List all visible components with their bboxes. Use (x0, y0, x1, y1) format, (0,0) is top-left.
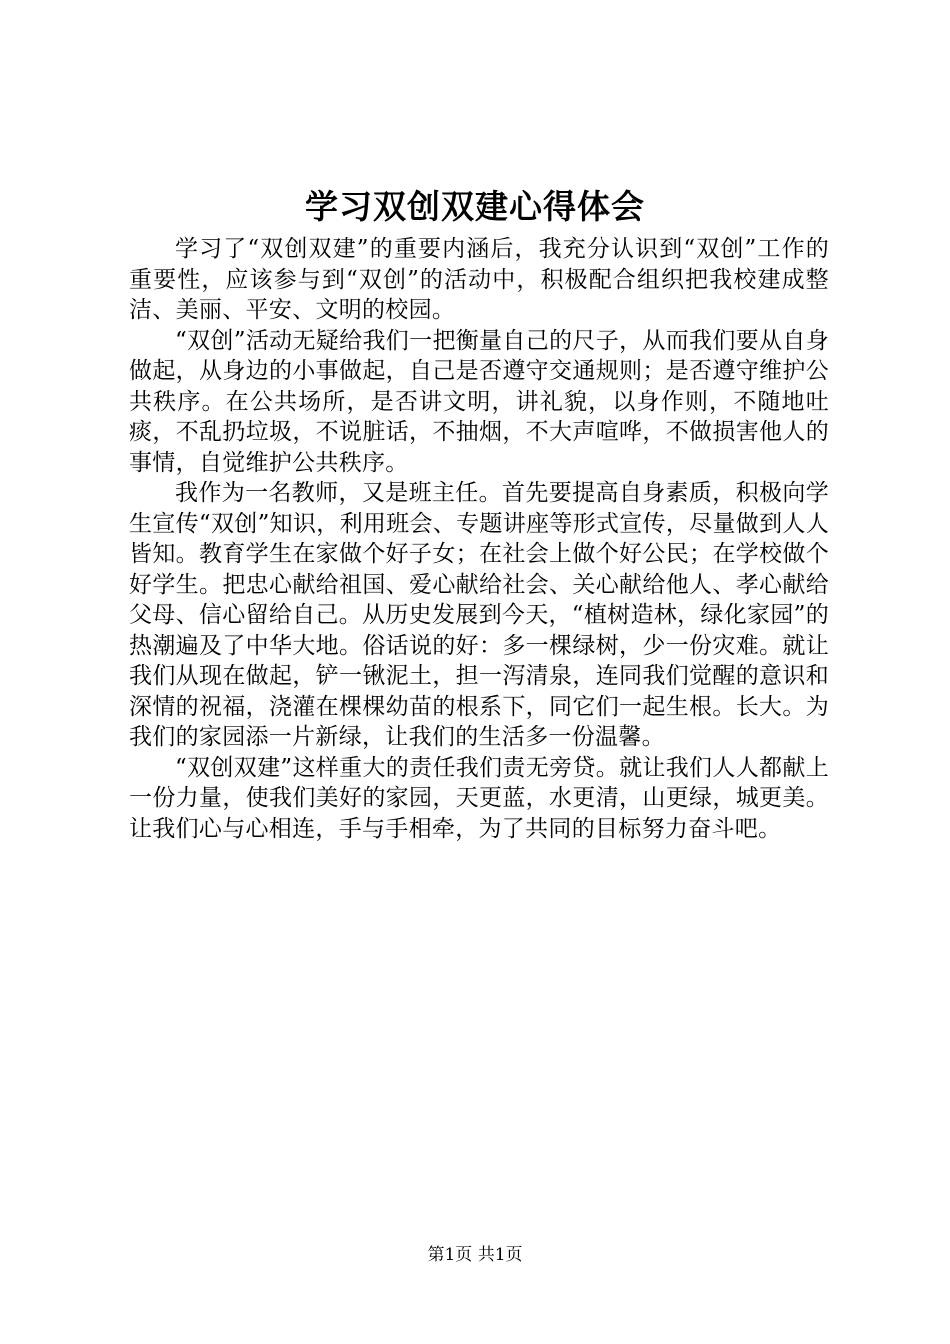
paragraph-3: 我作为一名教师，又是班主任。首先要提高自身素质，积极向学生宣传“双创”知识，利用班会、专题讲座等形式宣传，尽量做到人人皆知。教育学生在家做个好子女；在社会上做个好公民；在学校做个好学生。把忠心献给祖国、爱心献给社会、关心献给他人、孝心献给父母、信心留给自己。从历史发展到今天，“植树造林，绿化家园”的热潮遍及了中华大地。俗话说的好：多一棵绿树，少一份灾难。就让我们从现在做起，铲一锹泥土，担一泻清泉，连同我们觉醒的意识和深情的祝福，浇灌在棵棵幼苗的根系下，同它们一起生根。长大。为我们的家园添一片新绿，让我们的生活多一份温馨。 (129, 480, 829, 750)
paragraph-1: 学习了“双创双建”的重要内涵后，我充分认识到“双创”工作的重要性，应该参与到“双创”的活动中，积极配合组织把我校建成整洁、美丽、平安、文明的校园。 (129, 236, 829, 323)
paragraph-4: “双创双建”这样重大的责任我们责无旁贷。就让我们人人都献上一份力量，使我们美好的家园，天更蓝，水更清，山更绿，城更美。让我们心与心相连，手与手相牵，为了共同的目标努力奋斗吧。 (129, 754, 829, 842)
document-title: 学习双创双建心得体会 (305, 187, 645, 226)
page-footer: 第1页 共1页 (427, 1245, 523, 1265)
document-body (129, 234, 829, 844)
paragraph-2: “双创”活动无疑给我们一把衡量自己的尺子，从而我们要从自身做起，从身边的小事做起，自己是否遵守交通规则；是否遵守维护公共秩序。在公共场所，是否讲文明，讲礼貌，以身作则，不随地吐痰，不乱扔垃圾，不说脏话，不抽烟，不大声喧哗，不做损害他人的事情，自觉维护公共秩序。 (129, 327, 829, 476)
